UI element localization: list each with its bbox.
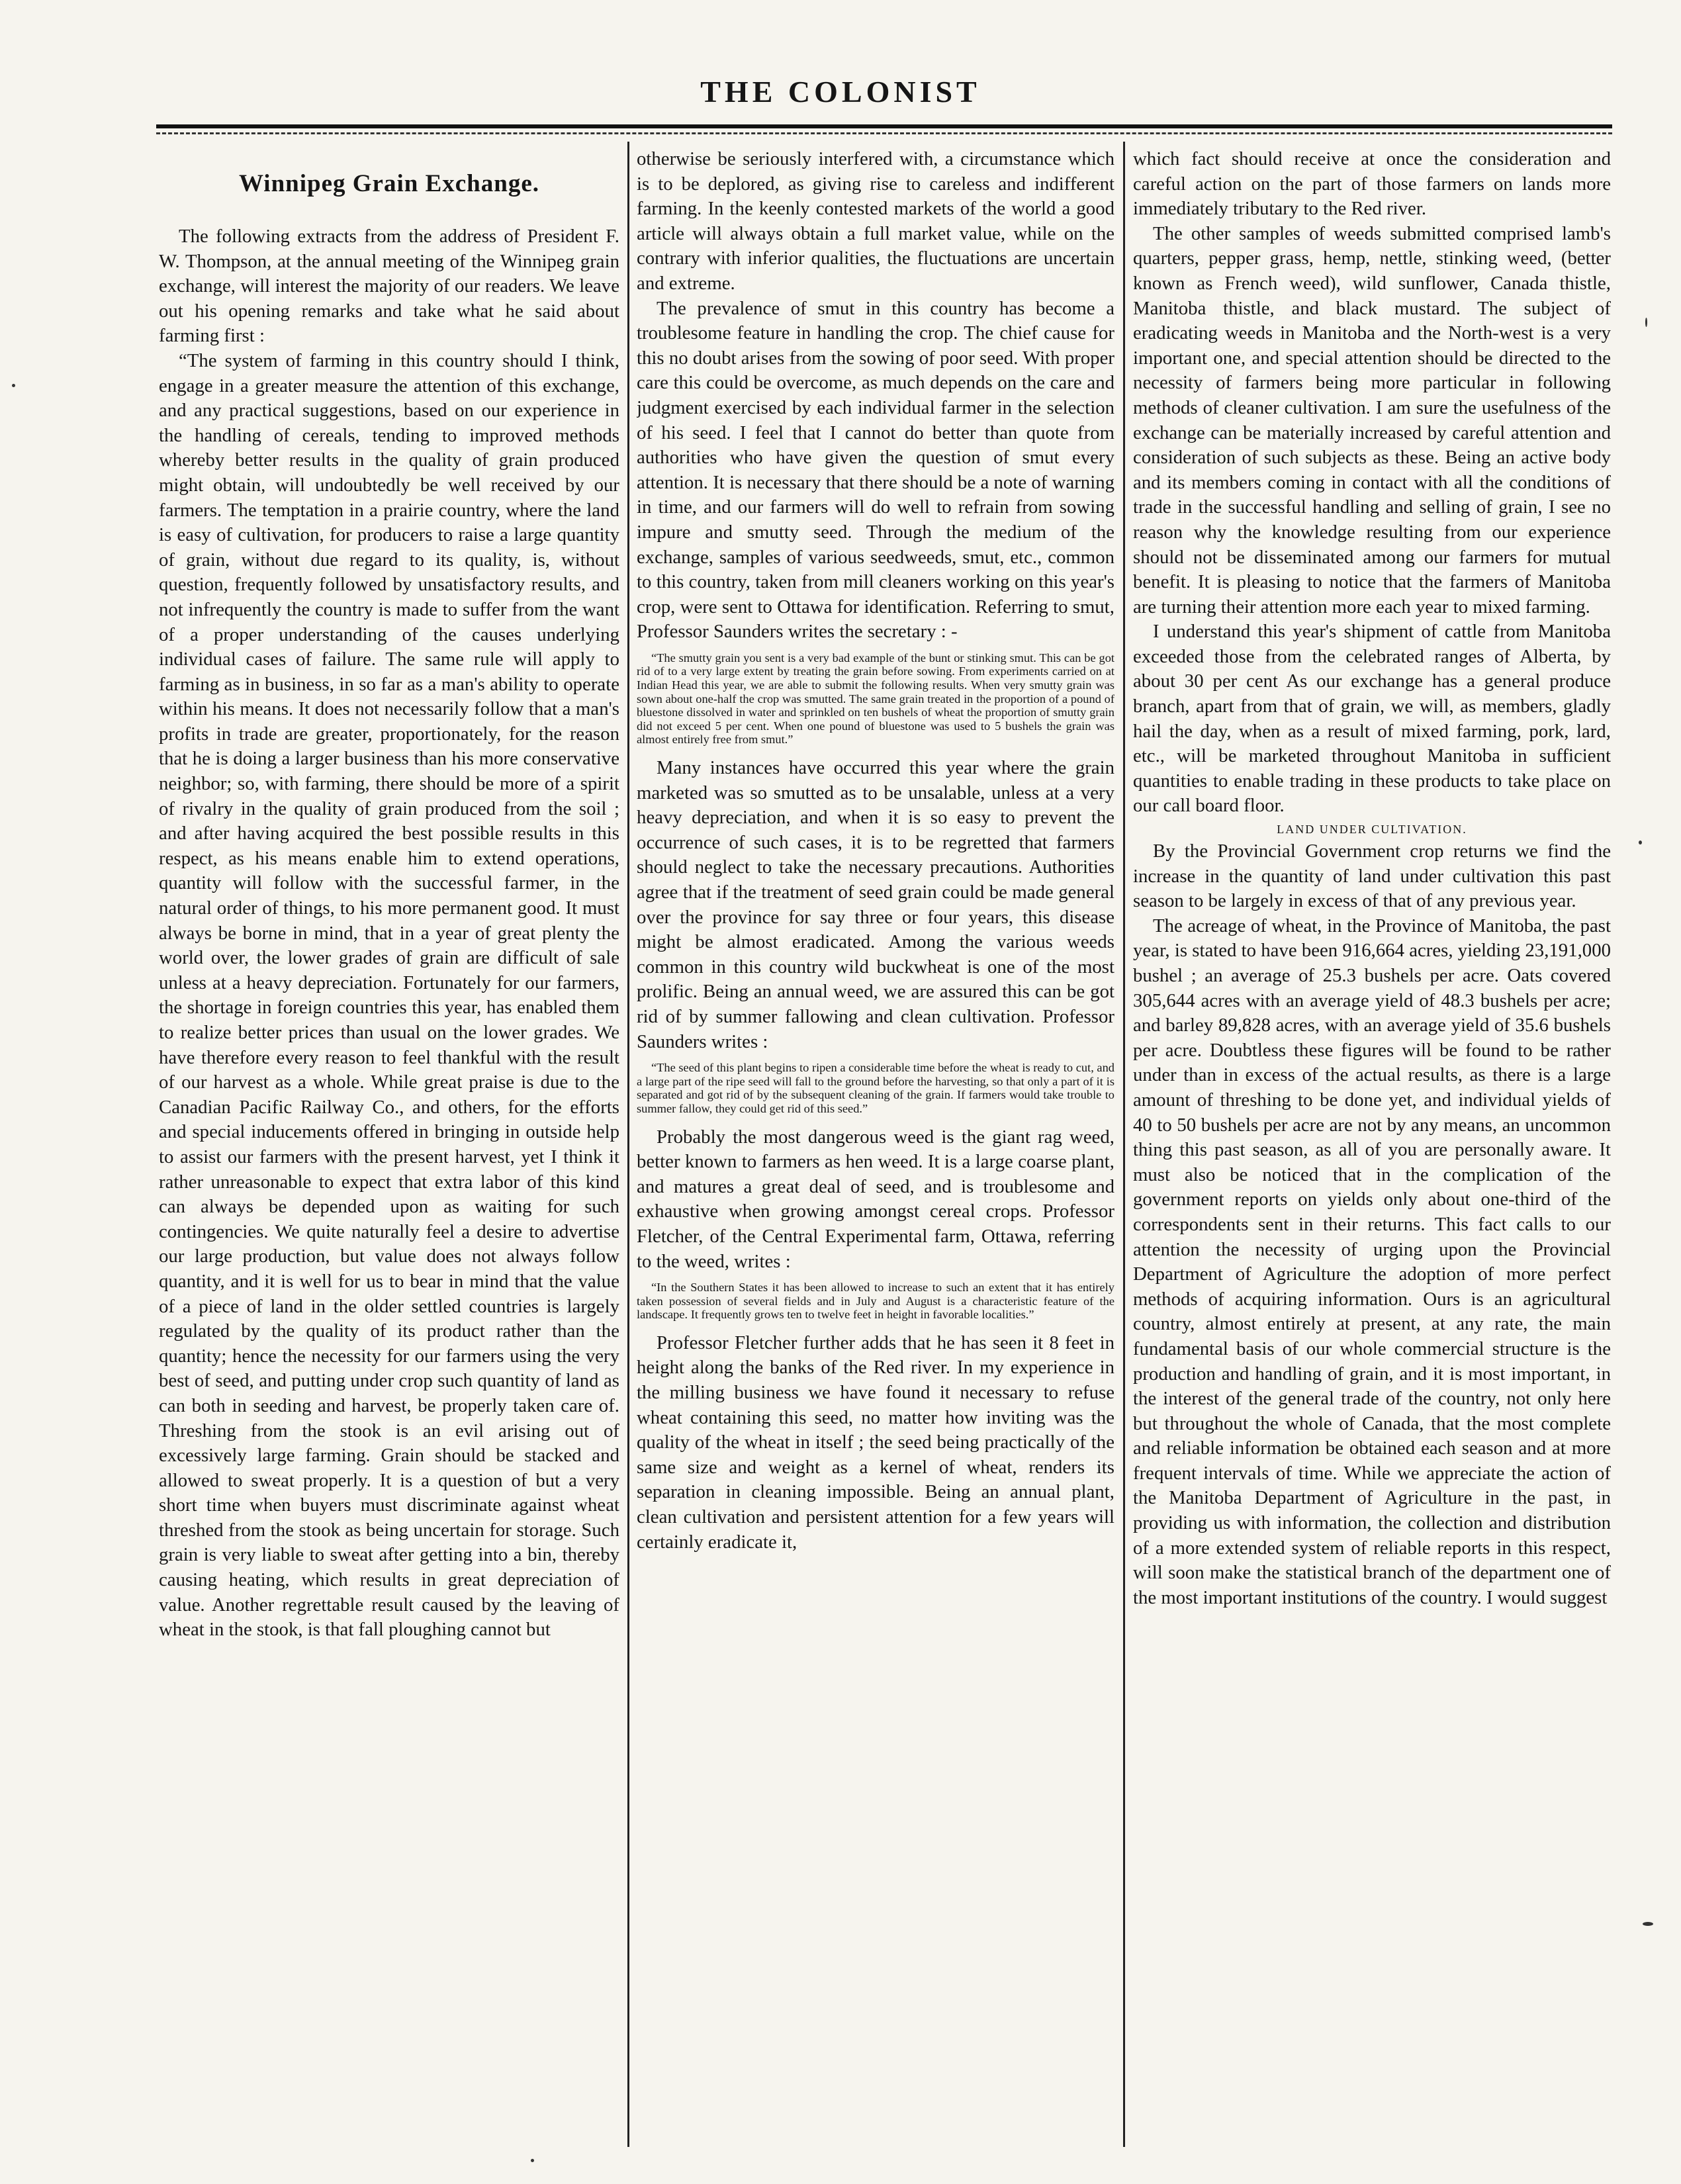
section-subhead: LAND UNDER CULTIVATION. — [1277, 823, 1467, 837]
paragraph: “The system of farming in this country should I think, engage in a greater measure the attention of this exchange, and any practical suggestions, based on our experience in the handling of cereals, tending to improved methods whereby better results in the quality of grain produced might obtain, will undoubtedly be well received by our farmers. The temptation in a prairie country, where the land is easy of cultivation, for producers to raise a large quantity of grain, without due regard to its quality, is, without question, frequently followed by unsatisfactory results, and not infrequently the country is made to suffer from the want of a proper understanding of the causes underlying individual cases of failure. The same rule will apply to farming as in business, in so far as a man's ability to operate within his means. It does not necessarily follow that a man's profits in trade are greater, proportionately, for the reason that he is doing a larger business than his more conservative neighbor; so, with farming, there should be more of a spirit of rivalry in the quality of grain produced from the soil ; and after having acquired the best possible results in this respect, as his means enable him to extend operations, quantity will follow with the successful farmer, in the natural order of things, to his more permanent good. It must always be borne in mind, that in a year of great plenty the world over, the lower grades of grain are difficult of sale unless at a heavy depreciation. Fortunately for our farmers, the shortage in foreign countries this year, has enabled them to realize better prices than usual on the lower grades. We have therefore every reason to feel thankful with the result of our harvest as a whole. While great praise is due to the Canadian Pacific Railway Co., and others, for the efforts and special inducements offered in bringing in outside help to assist our farmers with the present harvest, yet I think it rather unreasonable to expect that extra labor of this kind can always be depended upon as waiting for such contingencies. We quite naturally feel a desire to advertise our large production, but value does not always follow quantity, and it is well for us to bear in mind that the value of a piece of land in the older settled countries is largely regulated by the quality of its product rather than the quantity; hence the necessity for our farmers using the very best of seed, and putting under crop such quantity of land as can both in seeding and harvest, be properly taken care of. Threshing from the stook is an evil arising out of excessively large farming. Grain should be stacked and allowed to sweat properly. It is a question of but a very short time when buyers must discriminate against wheat threshed from the stook as being uncertain for storage. Such grain is very liable to sweat after getting into a bin, thereby causing heating, which results in great depreciation of value. Another regrettable result caused by the leaving of wheat in the stook, is that fall ploughing cannot but — [159, 349, 619, 1641]
block-quote: “The seed of this plant begins to ripen a considerable time before the wheat is ready to cut, and a large part of the ripe seed will fall to the ground before the harvesting, so that only a part of it is separated and got rid of by the subsequent cleaning of the grain. If farmers would take trouble to summer fallow, they could get rid of this seed.” — [637, 1061, 1114, 1115]
paragraph: which fact should receive at once the consideration and careful action on the part of those farmers on lands more immediately tributary to the Red river. — [1133, 148, 1611, 220]
column-separator — [627, 142, 629, 2147]
paragraph: Probably the most dangerous weed is the giant rag weed, better known to farmers as hen weed. It is a large coarse plant, and matures a great deal of seed, and is troublesome and exhaustive when growing amongst cereal crops. Professor Fletcher, of the Central Experimental farm, Ottawa, referring to the weed, writes : — [637, 1126, 1114, 1272]
masthead: THE COLONIST — [700, 75, 981, 109]
column-separator — [1123, 142, 1125, 2147]
scan-speck — [531, 2159, 534, 2162]
block-quote: “In the Southern States it has been allowed to increase to such an extent that it has entirely taken possession of several fields and in July and August is a characteristic feature of the landscape. It frequently grows ten to twelve feet in height in favorable localities.” — [637, 1281, 1114, 1322]
scan-speck — [1643, 1922, 1653, 1926]
masthead-rule — [156, 124, 1612, 128]
column-1 — [159, 147, 619, 2139]
column-2 — [637, 147, 1114, 2139]
masthead-dashed-rule — [156, 132, 1612, 134]
paragraph: otherwise be seriously interfered with, a circumstance which is to be deplored, as giving rise to careless and indifferent farming. In the keenly contested markets of the world a good article will always obtain a full market value, while on the contrary with inferior qualities, the fluctuations are uncertain and extreme. — [637, 148, 1114, 294]
paragraph: The acreage of wheat, in the Province of Manitoba, the past year, is stated to have been 916,664 acres, yielding 23,191,000 bushel ; an average of 25.3 bushels per acre. Oats covered 305,644 acres with an average yield of 48.3 bushels per acre; and barley 89,828 acres, with an average yield of 35.6 bushels per acre. Doubtless these figures will be found to be rather under than in excess of the actual results, as there is a large amount of threshing to be done yet, and individual yields of 40 to 50 bushels per acre are not by any means, an uncommon thing this past season, as all of you are personally aware. It must also be noticed that in the complication of the government reports on yields only about one-third of the correspondents sent in their returns. This fact calls to our attention the necessity of urging upon the Provincial Department of Agriculture the adoption of more perfect methods of acquiring information. Ours is an agricultural country, almost entirely at present, at any rate, the main fundamental basis of our whole commercial structure is the production and handling of grain, and it is most important, in the interest of the general trade of the country, not only here but throughout the whole of Canada, that the most complete and reliable information be obtained each season and at more frequent intervals of time. While we appreciate the action of the Manitoba Department of Agriculture in the past, in providing us with information, the collection and distribution of a more extended system of reliable reports in this respect, will soon make the statistical branch of the department one of the most important institutions of the country. I would suggest — [1133, 915, 1611, 1608]
scan-speck — [1645, 318, 1647, 327]
scan-speck — [1639, 841, 1642, 844]
paragraph: The following extracts from the address of President F. W. Thompson, at the annual meeting of the Winnipeg grain exchange, will interest the majority of our readers. We leave out his opening remarks and take what he said about farming first : — [159, 226, 619, 347]
paragraph: Many instances have occurred this year where the grain marketed was so smutted as to be unsalable, unless at a very heavy depreciation, and when it is so easy to prevent the occurrence of such cases, it is to be regretted that farmers should neglect to take the necessary precautions. Authorities agree that if the treatment of seed grain could be made general over the province for say three or four years, this disease might be almost eradicated. Among the various weeds common in this country wild buckwheat is one of the most prolific. Being an annual weed, we are assured this can be got rid of by summer fallowing and clean cultivation. Professor Saunders writes : — [637, 757, 1114, 1052]
paragraph: By the Provincial Government crop returns we find the increase in the quantity of land under cultivation this past season to be largely in excess of that of any previous year. — [1133, 841, 1611, 912]
article-headline: Winnipeg Grain Exchange. — [238, 170, 540, 197]
column-3 — [1133, 147, 1611, 2139]
block-quote: “The smutty grain you sent is a very bad example of the bunt or stinking smut. This can be got rid of to a very large extent by treating the grain before sowing. From experiments carried on at Indian Head this year, we are able to submit the following results. When very smutty grain was sown about one-half the crop was smutted. The same grain treated in the proportion of a pound of bluestone dissolved in water and sprinkled on ten bushels of wheat the proportion of smutty grain did not exceed 5 per cent. When one pound of bluestone was used to 5 bushels the grain was almost entirely free from smut.” — [637, 651, 1114, 747]
scan-speck — [12, 384, 15, 387]
paragraph: The other samples of weeds submitted comprised lamb's quarters, pepper grass, hemp, nettle, stinking weed, (better known as French weed), wild sunflower, Canada thistle, Manitoba thistle, and black mustard. The subject of eradicating weeds in Manitoba and the North-west is a very important one, and special attention should be directed to the necessity of farmers being more particular in following methods of cleaner cultivation. I am sure the usefulness of the exchange can be materially increased by careful attention and consideration of such subjects as these. Being an active body and its members coming in contact with all the conditions of trade in the successful handling and selling of grain, I see no reason why the knowledge resulting from our experience should not be disseminated among our farmers for mutual benefit. It is pleasing to notice that the farmers of Manitoba are turning their attention more each year to mixed farming. — [1133, 222, 1611, 617]
paragraph: Professor Fletcher further adds that he has seen it 8 feet in height along the banks of the Red river. In my experience in the milling business we have found it necessary to refuse wheat containing this seed, no matter how inviting was the quality of the wheat in itself ; the seed being practically of the same size and weight as a kernel of wheat, renders its separation in cleaning impossible. Being an annual plant, clean cultivation and persistent attention for a few years will certainly eradicate it, — [637, 1332, 1114, 1553]
paragraph: I understand this year's shipment of cattle from Manitoba exceeded those from the celebrated ranges of Alberta, by about 30 per cent As our exchange has a general produce branch, apart from that of grain, we will, as members, gladly hail the day, when as a result of mixed farming, pork, lard, etc., will be marketed throughout Manitoba in sufficient quantities to enable trading in these products to take place on our call board floor. — [1133, 621, 1611, 817]
paragraph: The prevalence of smut in this country has become a troublesome feature in handling the crop. The chief cause for this no doubt arises from the sowing of poor seed. With proper care this could be overcome, as much depends on the care and judgment exercised by each individual farmer in the selection of his seed. I feel that I cannot do better than quote from authorities who have given the question of smut every attention. It is necessary that there should be a note of warning in time, and our farmers will do well to refrain from sowing impure and smutty seed. Through the medium of the exchange, samples of various seedweeds, smut, etc., common to this country, taken from mill cleaners working on this year's crop, were sent to Ottawa for identification. Referring to smut, Professor Saunders writes the secretary : - — [637, 297, 1114, 643]
